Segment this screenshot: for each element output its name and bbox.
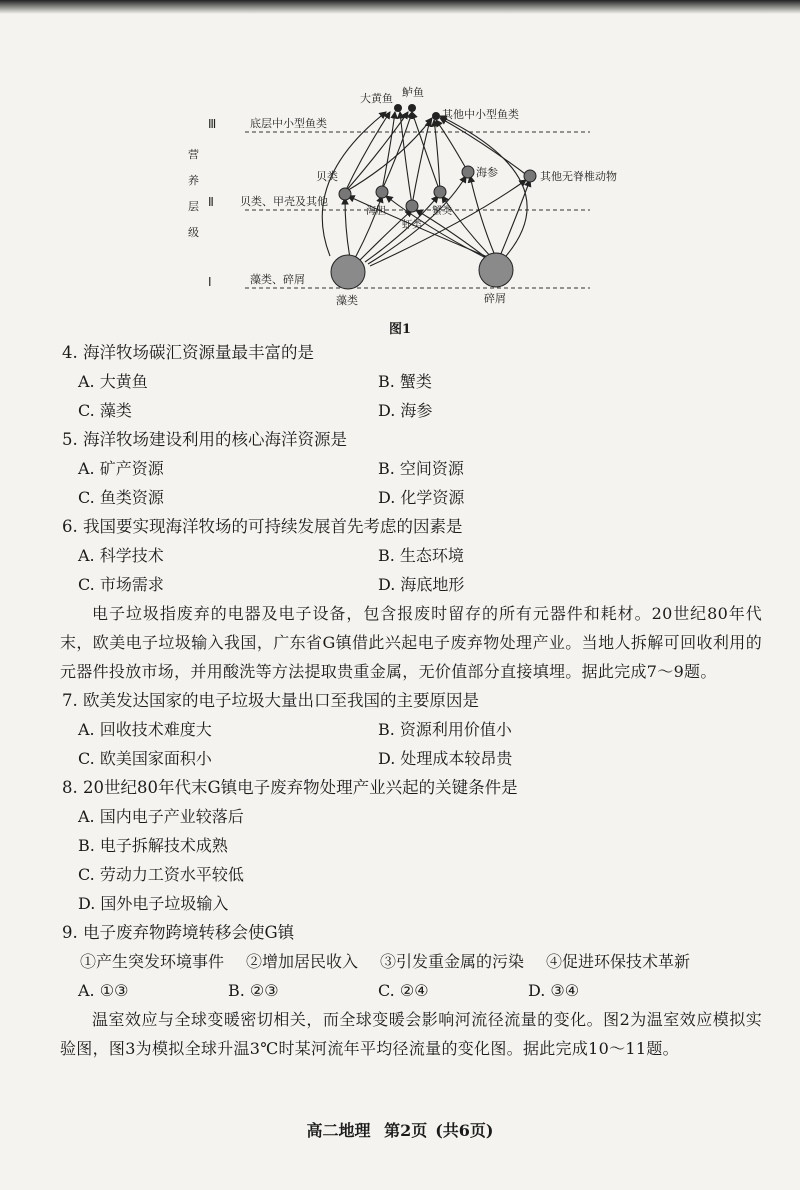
feeding-arrows: [322, 112, 530, 266]
node-label-mid: 海胆: [366, 206, 386, 217]
level-label: 贝类、甲壳及其他: [240, 195, 328, 208]
question-options: [62, 454, 762, 512]
node-label-bottom: 藻类: [336, 294, 358, 307]
option[interactable]: B. 生态环境: [378, 546, 464, 565]
question-options: [62, 715, 762, 773]
question-options: [62, 367, 762, 425]
food-web-diagram: [150, 80, 650, 320]
node-circle: [406, 200, 418, 212]
option[interactable]: B. 资源利用价值小: [378, 720, 512, 739]
option[interactable]: D. 海底地形: [378, 575, 465, 594]
node-dot: [432, 112, 440, 120]
node-dot: [408, 104, 416, 112]
statement-item: ④促进环保技术革新: [546, 952, 691, 971]
option[interactable]: A. 国内电子产业较落后: [78, 807, 244, 826]
axis-title-char: 营: [188, 148, 199, 161]
node-circle: [339, 188, 351, 200]
option[interactable]: C. 鱼类资源: [78, 488, 164, 507]
node-label-top: 其他中小型鱼类: [442, 108, 519, 121]
option[interactable]: C. 劳动力工资水平较低: [78, 865, 244, 884]
question-content: [62, 338, 762, 1063]
level-numeral: Ⅲ: [208, 117, 217, 131]
node-circle-large: [331, 255, 365, 289]
question-stem: 4. 海洋牧场碳汇资源量最丰富的是: [62, 343, 314, 362]
option[interactable]: D. ③④: [528, 981, 580, 1000]
axis-title-char: 层: [188, 200, 199, 213]
option[interactable]: A. 大黄鱼: [78, 372, 148, 391]
reading-passage: 温室效应与全球变暖密切相关，而全球变暖会影响河流径流量的变化。图2为温室效应模拟实验图，图3为模拟全球升温3℃时某河流年平均径流量的变化图。据此完成10～11题。: [60, 1010, 762, 1058]
statement-item: ①产生突发环境事件: [80, 952, 225, 971]
option[interactable]: D. 国外电子垃圾输入: [78, 894, 229, 913]
footer-subject: 高二地理: [306, 1121, 371, 1140]
question-options: [62, 976, 762, 1005]
figure-caption: 图1: [388, 322, 412, 337]
axis-title-char: 养: [188, 174, 199, 187]
option[interactable]: C. ②④: [378, 981, 429, 1000]
node-label-bottom: 碎屑: [484, 292, 506, 305]
node-dot: [394, 104, 402, 112]
option[interactable]: B. 电子拆解技术成熟: [78, 836, 228, 855]
option[interactable]: A. 矿产资源: [78, 459, 164, 478]
option[interactable]: B. 空间资源: [378, 459, 464, 478]
option[interactable]: C. 欧美国家面积小: [78, 749, 212, 768]
option[interactable]: D. 海参: [378, 401, 433, 420]
option[interactable]: A. 科学技术: [78, 546, 164, 565]
reading-passage: 电子垃圾指废弃的电器及电子设备，包含报废时留存的所有元器件和耗材。20世纪80年代末，欧美电子垃圾输入我国，广东省G镇借此兴起电子废弃物处理产业。当地人拆解可回收利用的元器件投放市场，并用酸洗等方法提取贵重金属，无价值部分直接填埋。据此完成7～9题。: [60, 604, 762, 681]
node-circle: [434, 186, 446, 198]
statement-item: ②增加居民收入: [246, 952, 359, 971]
scan-top-edge: [0, 0, 800, 14]
level-numeral: Ⅰ: [208, 275, 212, 289]
question-stem: 6. 我国要实现海洋牧场的可持续发展首先考虑的因素是: [62, 517, 463, 536]
node-circle: [462, 166, 474, 178]
node-circle-large: [479, 253, 513, 287]
option[interactable]: C. 藻类: [78, 401, 132, 420]
node-label-mid: 蟹类: [432, 206, 452, 217]
axis-title-char: 级: [188, 226, 199, 239]
level-numeral: Ⅱ: [208, 195, 214, 209]
option[interactable]: A. 回收技术难度大: [78, 720, 212, 739]
question-stem: 7. 欧美发达国家的电子垃圾大量出口至我国的主要原因是: [62, 691, 479, 710]
option[interactable]: B. 蟹类: [378, 372, 432, 391]
question-stem: 5. 海洋牧场建设利用的核心海洋资源是: [62, 430, 347, 449]
level-label: 底层中小型鱼类: [250, 117, 327, 130]
figure-1-food-web: [150, 80, 650, 320]
node-label-mid: 虾类: [402, 220, 422, 231]
question-stem: 8. 20世纪80年代末G镇电子废弃物处理产业兴起的关键条件是: [62, 778, 518, 797]
statement-item: ③引发重金属的污染: [380, 952, 525, 971]
level-label: 藻类、碎屑: [250, 273, 305, 286]
node-circle: [376, 186, 388, 198]
option[interactable]: A. ①③: [78, 981, 129, 1000]
option[interactable]: D. 化学资源: [378, 488, 465, 507]
option[interactable]: C. 市场需求: [78, 575, 164, 594]
page-footer: [0, 1118, 800, 1141]
node-label-mid: 贝类: [316, 170, 338, 183]
question-options: [62, 802, 762, 918]
node-label-top: 大黄鱼: [360, 92, 393, 105]
statement-items: [62, 947, 762, 976]
node-label-mid: 其他无脊椎动物: [540, 170, 617, 183]
footer-total: (共6页): [435, 1121, 494, 1140]
option[interactable]: B. ②③: [228, 981, 279, 1000]
node-label-mid: 海参: [476, 166, 498, 179]
footer-page: 第2页: [384, 1121, 428, 1140]
node-circle: [524, 170, 536, 182]
node-label-top: 鲈鱼: [402, 86, 424, 99]
question-stem: 9. 电子废弃物跨境转移会使G镇: [62, 923, 295, 942]
question-options: [62, 541, 762, 599]
option[interactable]: D. 处理成本较昂贵: [378, 749, 513, 768]
